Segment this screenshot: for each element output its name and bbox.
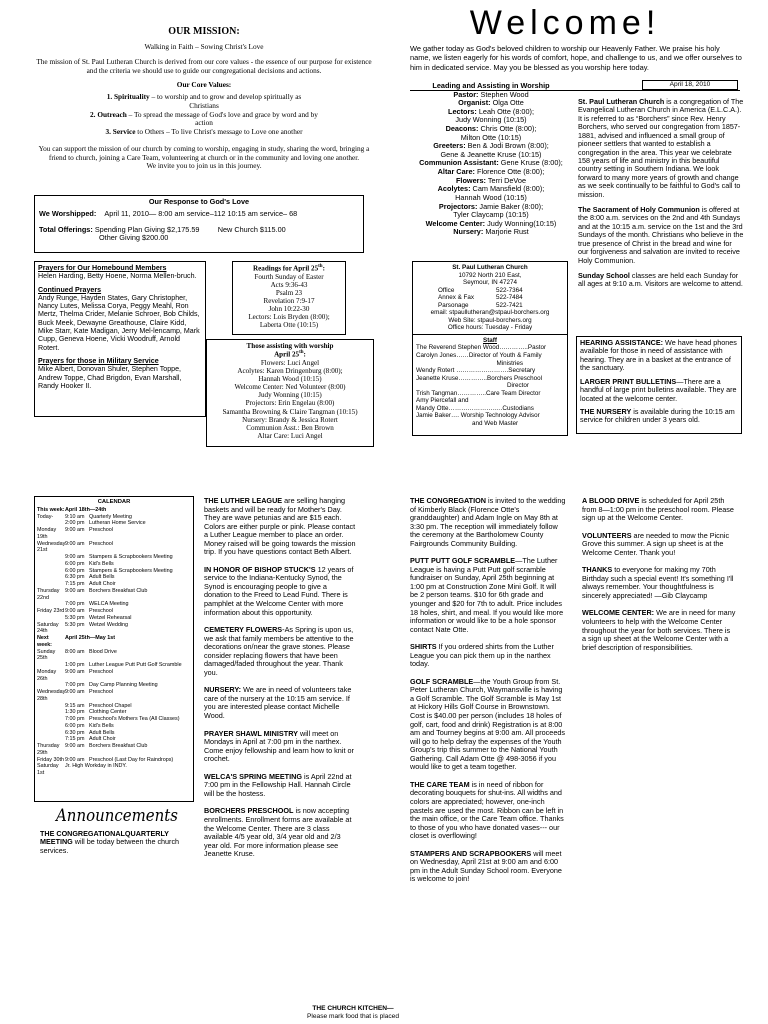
calendar-day: This week:	[37, 506, 65, 513]
calendar-time: 6:30 pm	[65, 729, 85, 736]
announcement-text: -As Spring is upon us, we ask that family members be attentive to the decorations on/near the grave stones. Please consider replacing flowers that have been damaged/faded throughout the year. Thank you.	[204, 625, 354, 677]
calendar-time: 9:00 am	[65, 540, 85, 547]
welcome-text: We gather today as God's beloved children to worship our Heavenly Father. We praise his holy name, we listen eagerly for his words of comfort, hope, and challenge to us, and we offer ourselves to him in dedicated service. May you be blessed as you worship here today.	[410, 44, 742, 72]
announcement-text: —The Luther League is having a Putt Putt golf scramble fundraiser on Sunday, April 25th beginning at 1:00 pm at Construction Zone Mini Golf. It will be 2 person teams. $10 for 6th grade and younger and $20 for 7th to adult. Price includes 18 holes, shirt, and meal. If you would like more information or would like to be a hole sponsor contact Nate Otte.	[410, 556, 564, 634]
calendar-day	[37, 723, 65, 730]
calendar-time: 9:00 am	[65, 554, 85, 561]
calendar-time: 6:00 pm	[65, 560, 85, 567]
assisting-line: Altar Care: Luci Angel	[257, 432, 323, 441]
leading-row: Tyler Claycamp (10:15)	[453, 210, 529, 220]
leading-row: Pastor: Stephen Wood	[453, 89, 529, 99]
announcement-text: are selling hanging baskets and will be ready for Mother's Day. They are wave petunias and are $15 each. Colors are either purple or pink. Please contact a Luther League member to place an order. Money raised will be going towards the mission trip. If you have questions contact Beth Albert.	[204, 496, 356, 557]
homebound-list: Helen Harding, Betty Hoene, Norma Mellen-bruch.	[38, 272, 197, 281]
assisting-line: Projectors: Erin Engelau (8:00)	[245, 399, 335, 408]
leading-row: Deacons: Chris Otte (8:00);	[445, 124, 537, 134]
announcement-item	[204, 807, 356, 858]
reading-line: Laberta Otte (10:15)	[259, 321, 319, 330]
calendar-event: Day Camp Planning Meeting	[89, 682, 158, 689]
announcement-heading: BORCHERS PRESCHOOL	[204, 806, 294, 816]
calendar-row	[37, 527, 191, 541]
announcement-item	[204, 566, 356, 617]
nursery-note: THE NURSERY is available during the 10:15 am service for children under 3 years old.	[580, 406, 735, 425]
church-kitchen-note: THE CHURCH KITCHEN— Please mark food that is placed	[307, 1005, 399, 1020]
calendar-rows	[37, 507, 191, 777]
communion-paragraph: The Sacrament of Holy Communion is offered at the 8:00 a.m. services on the 2nd and 4th Sundays and at the 10:15 a.m. service on the 1st and the 3rd Sundays of the month. Christians who believe in the true presence of Christ in the bread and wine for our forgiveness and salvation are invited to receive Holy Communion.	[578, 205, 744, 265]
calendar-row	[37, 703, 191, 710]
calendar-row	[37, 730, 191, 737]
calendar-day	[37, 730, 65, 737]
calendar-row	[37, 568, 191, 575]
phone-row: Office 522-7364	[438, 286, 523, 294]
leading-row: Greeters: Ben & Jodi Brown (8:00);	[433, 141, 549, 151]
announcement-item	[582, 497, 736, 523]
mission-statement: The mission of St. Paul Lutheran Church is derived from our core values - the essence of our purpose for existence and the criteria we should use to guide our congregational decisions and actions.	[36, 56, 372, 75]
calendar-row	[37, 514, 191, 521]
calendar-day: Saturday 1st	[37, 763, 59, 777]
assisting-line: Flowers: Luci Angel	[260, 358, 320, 367]
history-paragraph: St. Paul Lutheran Church is a congregation of The Evangelical Lutheran Church in America (E.L.C.A.). It is referred to as “Borchers” since Rev. Henry Borchers, who served our congregation from 1857-1881, advised and influenced a small group of pioneer settlers that wanted to establish a congregation in the area. This year we celebrate 158 years of life and ministry in this beautiful country setting in Southern Indiana. We look forward to many more years of growth and change as we seek continually to be faithful to God's call to mission.	[578, 97, 744, 199]
calendar-time: 5:30 pm	[65, 614, 85, 621]
calendar-event	[106, 507, 191, 514]
calendar-row	[37, 649, 191, 663]
offering-other: Other Giving $200.00	[99, 233, 169, 243]
church-address-1: 10792 North 210 East,	[458, 271, 522, 279]
calendar-row	[37, 561, 191, 568]
calendar-time: 7:00 pm	[65, 601, 85, 608]
calendar-time: 8:00 am	[65, 648, 85, 655]
calendar-row	[37, 716, 191, 723]
calendar-day	[37, 581, 65, 588]
assisting-date: April 25th:	[274, 350, 306, 359]
calendar-day: Wednesday 28th	[37, 689, 66, 702]
leading-row: Communion Assistant: Gene Kruse (8:00);	[419, 158, 563, 168]
calendar-event	[127, 763, 191, 777]
staff-title: Staff	[483, 336, 497, 344]
calendar-event: Adult Bells	[89, 574, 115, 581]
calendar-time: 1:00 pm	[65, 662, 85, 669]
calendar-day: Wednesday 21st	[37, 540, 66, 554]
reading-line: John 10:22-30	[268, 305, 310, 314]
calendar-row	[37, 635, 191, 649]
calendar-event: Preschool	[89, 540, 113, 547]
calendar-row	[37, 736, 191, 743]
announcement-text: —the Youth Group from St. Peter Lutheran Church, Waymansville is having a Golf Scramble. The Golf Scramble is May 1st at Hickory Hills Golf Course in Brownstown. Cost is $40.00 per person (includes 18 holes of golf, cart, food and drink) Registration is at 8:00 am and Tourney begins at 9:00 am. All proceeds will go to help defray the expenses of the Youth Group's trip this summer to the National Youth Gathering. Call Adam Otte @ 498-3056 if you would like to get a team together.	[410, 676, 566, 772]
leading-row: Gene & Jeanette Kruse (10:15)	[440, 149, 542, 159]
leading-row: Acolytes: Cam Mansfield (8:00);	[437, 184, 545, 194]
sunday-school-paragraph: Sunday School classes are held each Sunday for all ages at 9:10 a.m. Visitors are welcome to attend.	[578, 271, 743, 289]
calendar-row	[37, 601, 191, 608]
announcement-heading: WELCOME CENTER:	[582, 608, 655, 618]
calendar-day	[37, 574, 65, 581]
leading-row: Judy Wonning (10:15)	[455, 115, 527, 125]
announcement-heading: THANKS	[582, 565, 613, 575]
calendar-day: Thursday 22nd	[37, 587, 60, 601]
calendar-row	[37, 662, 191, 669]
assisting-line: Acolytes: Karen Dringenburg (8:00);	[237, 366, 343, 375]
core-values-title: Our Core Values:	[176, 80, 232, 90]
calendar-event: Wetzel Rehearsal	[89, 614, 132, 621]
core-value-3: 3. Service to Others – To live Christ's message to Love one another	[105, 127, 303, 136]
staff-line: The Reverend Stephen Wood…………..Pastor	[416, 344, 547, 352]
calendar-row	[37, 682, 191, 689]
announcement-text: If you ordered shirts from the Luther League you can pick them up in the narthex today.	[410, 642, 554, 669]
calendar-row	[37, 743, 191, 757]
readings-title: Readings for April 25th:	[253, 264, 325, 273]
phone-row: Parsonage 522-7421	[438, 301, 523, 309]
announcements-col-4	[582, 497, 736, 661]
leading-row: Altar Care: Florence Otte (8:00);	[437, 167, 545, 177]
calendar-day	[37, 703, 65, 710]
calendar-day: Next week:	[37, 635, 52, 648]
church-address-2: Seymour, IN 47274	[463, 279, 517, 287]
calendar-row	[37, 520, 191, 527]
announcement-text: We are in need of volunteers take care of the nursery at the 10:15 am service. If you are interested please contact Michelle Wood.	[204, 685, 352, 721]
announcement-heading: THE CARE TEAM	[410, 779, 470, 789]
announcement-heading: THE LUTHER LEAGUE	[204, 496, 283, 505]
calendar-event: Blood Drive	[89, 648, 117, 655]
calendar-time: 9:10 am	[65, 513, 85, 520]
phone-row: Annex & Fax 522-7484	[438, 294, 523, 302]
announcement-item	[204, 626, 356, 677]
announcement-item	[410, 678, 566, 772]
leading-row: Projectors: Jamie Baker (8:00);	[438, 201, 544, 211]
calendar-day: Sunday 25th	[37, 648, 56, 662]
calendar-time: 7:15 pm	[65, 736, 85, 743]
leading-title: Leading and Assisting in Worship	[432, 81, 550, 90]
calendar-day	[37, 561, 65, 568]
calendar-day: Monday 19th	[37, 527, 57, 540]
announcement-item	[204, 730, 356, 764]
calendar-row	[37, 615, 191, 622]
calendar-time: 9:00 am	[65, 608, 85, 615]
offering-line: Total Offerings: Spending Plan Giving $2,175.59 New Church $115.00	[39, 224, 286, 234]
assisting-box	[206, 339, 374, 447]
staff-line: and Web Master	[416, 419, 519, 427]
calendar-event	[115, 635, 191, 649]
calendar-event: Kid's Bells	[89, 722, 114, 729]
calendar-time: 9:00 am	[65, 668, 85, 675]
calendar-time: 7:00 pm	[65, 682, 85, 689]
calendar-time: 7:15 pm	[65, 581, 85, 588]
calendar-day: Friday 30th	[37, 756, 64, 763]
calendar-day	[37, 662, 65, 669]
church-website[interactable]: Web Site: stpaul-borchers.org	[448, 316, 532, 324]
staff-line: Ministries	[416, 359, 524, 367]
calendar-event: Wetzel Wedding	[89, 621, 129, 628]
calendar-day	[37, 615, 65, 622]
large-print: LARGER PRINT BULLETINS—There are a handful of large print bulletins available. They are located at the welcome center.	[580, 376, 737, 403]
calendar-day	[37, 601, 65, 608]
announcement-text: to everyone for making my 70th Birthday such a special event! It's something I'll always remember. Your thoughtfulness is sincerely appreciated! —Gib Claycamp	[582, 565, 734, 600]
calendar-box	[34, 496, 194, 802]
announcements-col-3	[410, 497, 566, 893]
assisting-title: Those assisting with worship	[246, 342, 334, 350]
calendar-day	[37, 716, 65, 723]
leading-row: Flowers: Terri DeVoe	[455, 175, 527, 185]
announcement-heading: NURSERY:	[204, 685, 242, 695]
calendar-time: 9:00 am	[65, 527, 85, 534]
calendar-time: 9:15 am	[65, 702, 85, 709]
history-section	[578, 98, 744, 289]
core-value-2: 2. Outreach – To spread the message of God's love and grace by word and by action	[90, 109, 318, 128]
staff-line: Mandy Otte……………………..Custodians	[416, 404, 534, 412]
mission-subtitle: Walking in Faith – Sowing Christ's Love	[144, 42, 264, 51]
calendar-event: Adult Bells	[89, 729, 115, 736]
staff-line: Jamie Baker…. Worship Technology Advisor	[416, 412, 540, 420]
announcement-item	[410, 557, 566, 634]
announcement-heading: STAMPERS AND SCRAPBOOKERS	[410, 848, 532, 858]
announcement-item	[410, 643, 566, 669]
worship-line: We Worshipped: April 11, 2010— 8:00 am service–112 10:15 am service– 68	[39, 208, 298, 218]
announcement-item	[410, 781, 566, 841]
calendar-row	[37, 689, 191, 703]
calendar-row	[37, 763, 191, 777]
readings-box	[232, 261, 346, 335]
military-heading: Prayers for those in Military Service	[38, 356, 159, 365]
calendar-row	[37, 574, 191, 581]
calendar-row	[37, 669, 191, 683]
announcement-text: is now accepting enrollments. Enrollment forms are available at the Welcome Center. There are 3 class available 4/5 year old, 3/4 year old and 2/3 year old. For more information please see Jeanette Kruse.	[204, 806, 352, 859]
leading-row: Milton Otte (10:15)	[460, 132, 522, 142]
announcement-heading: GOLF SCRAMBLE	[410, 676, 474, 686]
calendar-event: Stampers & Scrapbookers Meeting	[89, 567, 173, 574]
announcement-item	[204, 686, 356, 720]
calendar-row	[37, 608, 191, 615]
calendar-time: 9:00 am	[65, 689, 85, 696]
mission-title: OUR MISSION:	[168, 26, 240, 37]
leading-row: Lectors: Leah Otte (8:00);	[448, 106, 534, 116]
calendar-day: Thursday 29th	[37, 743, 60, 756]
reading-line: Fourth Sunday of Easter	[254, 272, 324, 281]
staff-line: Carolyn Jones……Director of Youth & Family	[416, 352, 542, 360]
announcement-heading: CEMETERY FLOWERS	[204, 625, 283, 635]
announcement-text: is in need of ribbon for decorating bouquets for shut-ins. All widths and colors are appreciated; however, one-inch pastels are used the most. Ribbon can be left in the main office, or the Care Team office. Thanks to those of you who have donated vases--- our closet is overflowing!	[410, 779, 564, 841]
prayers-box	[34, 261, 206, 417]
leading-row: Organist: Olga Otte	[458, 98, 524, 108]
calendar-time: 6:00 pm	[65, 722, 85, 729]
announcement-text: is scheduled for April 25th from 8—1:00 pm in the preschool room. Please sign up at the Welcome Center.	[582, 496, 734, 523]
calendar-event: Borchers Breakfast Club	[89, 587, 148, 594]
announcement-heading: PUTT PUTT GOLF SCRAMBLE	[410, 556, 516, 566]
church-email[interactable]: email: stpaullutheran@stpaul-borchers.org	[430, 309, 550, 317]
calendar-event: Adult Choir	[89, 736, 116, 743]
leading-row: Welcome Center: Judy Wonning(10:15)	[425, 218, 557, 228]
calendar-event: Preschool (Last Day for Raindrops)	[89, 756, 174, 763]
office-hours: Office hours: Tuesday - Friday	[447, 324, 533, 332]
quarterly-meeting: THE CONGREGATIONALQUARTERLY MEETING will be today between the church services.	[40, 829, 180, 855]
announcement-text: is invited to the wedding of Kimberly Black (Florence Otte's granddaughter) and Adam Ingle on May 8th at 3:30 pm. The reception will immediately follow the ceremony at the Bartholomew County Fairgrounds Community Building.	[410, 496, 566, 548]
calendar-row	[37, 723, 191, 730]
announcement-text: will meet on Wednesday, April 21st at 9:00 am and 6:00 pm in the Adult Sunday School room. Everyone is welcome to join!	[410, 848, 562, 884]
announcement-text: 12 years of service to the Indiana-Kentucky Synod, the Synod is encouraging people to give a donation to the Freed to Lead Fund. There is pamphlet at the Welcome Center with more information about this opportunity.	[204, 564, 354, 617]
announcement-heading: THE CONGREGATION	[410, 496, 486, 505]
announcement-heading: IN HONOR OF BISHOP STUCK'S	[204, 564, 316, 574]
calendar-event: Preschool	[89, 608, 113, 615]
calendar-day: Saturday 24th	[37, 621, 59, 635]
calendar-row	[37, 588, 191, 602]
announcement-item	[204, 773, 356, 799]
announcement-item	[582, 532, 736, 558]
calendar-day	[37, 736, 65, 743]
church-info-box	[412, 261, 568, 436]
assisting-line: Communion Asst.: Ben Brown	[246, 423, 334, 432]
calendar-event: Clothing Center	[89, 709, 127, 716]
assisting-line: Judy Wonning (10:15)	[258, 391, 322, 400]
hearing-assistance: HEARING ASSISTANCE: We have head phones available for those in need of assistance with hearing. They are in a basket at the entrance of the sanctuary.	[580, 338, 737, 373]
assisting-line: Hannah Wood (10:15)	[258, 374, 322, 383]
calendar-day: Today-	[37, 513, 54, 520]
leading-row: Nursery: Marjorie Rust	[453, 227, 529, 237]
reading-line: Psalm 23	[275, 288, 303, 297]
calendar-time: 1:30 pm	[65, 709, 85, 716]
reading-line: Acts 9:36-43	[270, 280, 308, 289]
assisting-line: Nursery: Brandy & Jessica Rotert	[242, 415, 338, 424]
staff-line: Jeanette Kruse…………..Borchers Preschool	[416, 374, 542, 382]
calendar-day	[37, 554, 65, 561]
bulletin-date: April 18, 2010	[642, 80, 738, 90]
announcement-text: are needed to mow the Picnic Grove this summer. A sign up sheet is at the Welcome Center. Thank you!	[582, 530, 730, 557]
staff-line: Director	[416, 382, 530, 390]
calendar-day: Friday 23rd	[37, 608, 65, 615]
homebound-heading: Prayers for Our Homebound Members	[38, 264, 167, 272]
calendar-day	[37, 568, 65, 575]
continued-prayers-list: Andy Runge, Hayden States, Gary Christopher, Nancy Lutes, Melissa Corya, Peggy Meahl, Ron Mertz, Thelma Crider, Melanie Schroer, Bob Childs, Buck Meek, Dewayne Greathouse, Claire Kidd, Mike Starr, Kate Madigan, Jerry Mel-lencamp, Mark Cupp, Geneva Hoene, Vicki Woodruff, Arnold Rotert.	[38, 293, 200, 352]
staff-line: Trish Tangman…………..Care Team Director	[416, 389, 541, 397]
calendar-event: Borchers Breakfast Club	[89, 743, 148, 750]
calendar-event: Stampers & Scrapbookers Meeting	[89, 554, 173, 561]
response-title: Our Response to God's Love	[148, 197, 250, 206]
calendar-time: 2:00 pm	[65, 520, 85, 527]
calendar-row	[37, 541, 191, 555]
calendar-time: 9:00 am	[65, 587, 85, 594]
staff-line: Amy Piercefall and	[416, 397, 469, 405]
church-name: St. Paul Lutheran Church	[452, 264, 528, 271]
announcement-text: We are in need for many volunteers to help with the Welcome Center throughout the year for both services. There is a sign up sheet at the Welcome Center with a brief description of responsibilities.	[582, 608, 736, 652]
calendar-time: 5:30 pm	[65, 621, 85, 628]
calendar-day	[37, 709, 65, 716]
announcement-item	[582, 609, 736, 652]
calendar-title: CALENDAR	[97, 499, 131, 505]
welcome-title: Welcome!	[469, 4, 661, 42]
calendar-event: Preschool	[89, 668, 113, 675]
mission-support: You can support the mission of our church by coming to worship, engaging in study, sharing the word, bringing a friend to church, joining a Care Team, volunteering at church or in the community and loving one another.	[38, 143, 370, 162]
hearing-box	[576, 336, 742, 434]
announcement-heading: WELCA'S SPRING MEETING	[204, 771, 302, 781]
calendar-row	[37, 554, 191, 561]
announcement-item	[204, 497, 356, 557]
calendar-day	[37, 682, 65, 689]
calendar-event: Adult Choir	[89, 581, 116, 588]
calendar-time: April 18th—24th	[65, 506, 107, 513]
calendar-time: 9:00 am	[65, 756, 85, 763]
calendar-event: Lutheran Home Service	[89, 520, 146, 527]
calendar-row	[37, 507, 191, 514]
announcement-item	[582, 566, 736, 600]
mission-section	[34, 26, 374, 171]
announcement-heading: A BLOOD DRIVE	[582, 496, 640, 505]
calendar-time: 6:00 pm	[65, 567, 85, 574]
assisting-line: Welcome Center: Ned Volunteer (8:00)	[234, 383, 346, 392]
calendar-row	[37, 757, 191, 764]
calendar-event: Preschool	[89, 527, 113, 534]
announcement-heading: VOLUNTEERS	[582, 530, 632, 540]
announcement-heading: PRAYER SHAWL MINISTRY	[204, 728, 298, 738]
calendar-day: Monday 26th	[37, 668, 57, 682]
calendar-time: 6:30 pm	[65, 574, 85, 581]
staff-line: Wendy Rotert …………………….Secretary	[416, 367, 536, 375]
calendar-row	[37, 622, 191, 636]
calendar-event: Luther League Putt Putt Golf Scramble	[89, 662, 182, 669]
calendar-event: Preschool	[89, 689, 113, 696]
reading-line: Lectors: Lois Bryden (8:00);	[248, 313, 330, 322]
military-list: Mike Albert, Donovan Shuler, Stephen Toppe, Andrew Toppe, Chad Brigdon, Evan Marshall, Randy Hooker II.	[38, 365, 182, 390]
assisting-line: Samantha Browning & Claire Tangman (10:15)	[222, 407, 358, 416]
calendar-row	[37, 709, 191, 716]
announcements-col-2	[204, 497, 356, 868]
calendar-day	[37, 520, 65, 527]
mission-invite: We invite you to join us in this journey.	[146, 161, 262, 171]
calendar-event: Quarterly Meeting	[89, 513, 132, 520]
calendar-event: Kid's Bells	[89, 560, 114, 567]
announcements-title: Announcements	[56, 806, 178, 826]
calendar-event: Preschool's Mothers Tea (All Classes)	[89, 716, 180, 723]
reading-line: Revelation 7:9-17	[263, 296, 315, 305]
leading-row: Hannah Wood (10:15)	[455, 192, 527, 202]
calendar-time: April 25th—May 1st	[65, 635, 116, 642]
calendar-event: Preschool Chapel	[89, 702, 132, 709]
announcement-text: will meet on Mondays in April at 7:00 pm in the narthex. Come enjoy fellowship and learn how to knit or crochet.	[204, 728, 354, 764]
divider	[413, 334, 567, 335]
calendar-row	[37, 581, 191, 588]
announcement-item	[410, 497, 566, 548]
calendar-time: 9:00 am	[65, 743, 85, 750]
continued-prayers-heading: Continued Prayers	[38, 285, 102, 294]
announcement-text: is April 22nd at 7:00 pm in the Fellowship Hall. Hannah Circle will be the hostess.	[204, 771, 352, 798]
calendar-time: Jr. High Workday in INDY.	[65, 763, 127, 770]
announcement-item	[410, 850, 566, 884]
announcement-heading: SHIRTS	[410, 642, 437, 652]
calendar-event: WELCA Meeting	[89, 601, 129, 608]
leading-section	[412, 82, 570, 237]
calendar-time: 7:00 pm	[65, 716, 85, 723]
response-box	[34, 195, 364, 253]
core-value-1: 1. Spirituality – to worship and to grow and develop spiritually as Christians	[106, 92, 302, 110]
